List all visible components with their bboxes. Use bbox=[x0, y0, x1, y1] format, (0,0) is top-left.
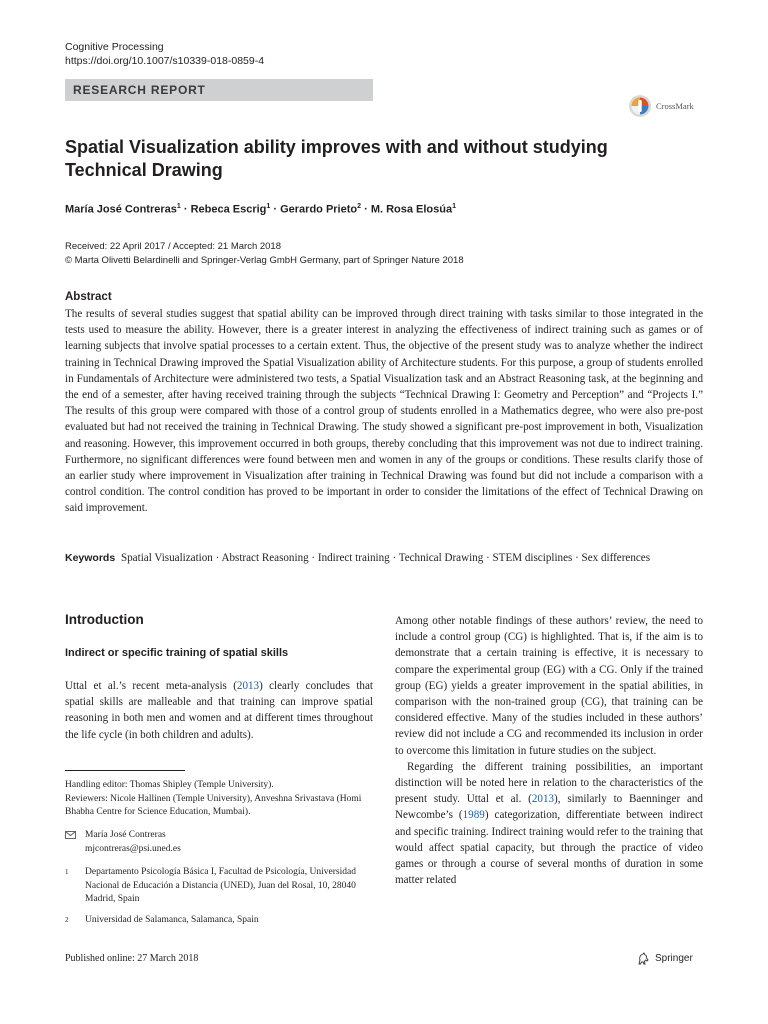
doi-link[interactable]: https://doi.org/10.1007/s10339-018-0859-4 bbox=[65, 55, 265, 67]
author-list bbox=[65, 203, 456, 216]
reviewers: Reviewers: Nicole Hallinen (Temple University), Anveshna Srivastava (Homi Bhabha Centre for Science Education, Mumbai). bbox=[65, 793, 362, 817]
paragraph-text: Uttal et al.’s recent meta-analysis ( bbox=[65, 680, 237, 692]
paragraph-text: ) clearly concludes that spatial skills are malleable and that training can improve spatial reasoning in both men and women and at different times throughout the life cycle (in both children and adults). bbox=[65, 680, 373, 741]
intro-paragraph bbox=[395, 759, 703, 889]
citation-link[interactable]: 2013 bbox=[531, 793, 555, 806]
author-separator: · bbox=[270, 203, 281, 216]
envelope-icon bbox=[65, 831, 76, 839]
author-affiliation-mark: 1 bbox=[266, 203, 271, 210]
article-title: Spatial Visualization ability improves with and without studying Technical Drawing bbox=[65, 137, 608, 180]
citation-link[interactable]: 1989 bbox=[462, 809, 485, 822]
section-heading-introduction: Introduction bbox=[65, 612, 144, 627]
affiliation-text: Departamento Psicología Básica I, Facultad de Psicología, Universidad Nacional de Educación a Distancia (UNED), Juan del Rosal, 10, 28040 Madrid, Spain bbox=[85, 867, 356, 904]
author-affiliation-mark: 2 bbox=[357, 203, 362, 210]
author-name[interactable]: Gerardo Prieto bbox=[280, 203, 358, 216]
right-column bbox=[395, 613, 703, 888]
crossmark-badge[interactable] bbox=[628, 94, 720, 122]
crossmark-icon bbox=[628, 94, 652, 118]
intro-paragraph bbox=[65, 678, 373, 743]
received-accepted-dates: Received: 22 April 2017 / Accepted: 21 March 2018 bbox=[65, 241, 281, 252]
paragraph-text: ) categorization, differentiate between indirect and specific training. Indirect training would refer to the training that would affect spatial capacity, but through the practice of video games or through a course of several months of duration in some matter related bbox=[395, 809, 703, 887]
contact-email[interactable]: mjcontreras@psi.uned.es bbox=[85, 843, 181, 854]
intro-paragraph: Among other notable findings of these authors’ review, the need to include a control group (CG) is highlighted. That is, if the aim is to demonstrate that a certain training is effective, it is necessary to compare the experimental group (EG) with a CG. Only if the trained group (EG) yields a greater improvement in the spatial abilities, in comparison with the non-trained group (CG), that training can be considered effective. Many of the studies included in these authors’ review did not include a CG and recommended its inclusion in order to overcome this limitation in future studies on the subject. bbox=[395, 615, 703, 757]
author-name[interactable]: M. Rosa Elosúa bbox=[370, 203, 453, 216]
citation-link[interactable]: 2013 bbox=[236, 680, 260, 692]
footnote-divider bbox=[65, 770, 185, 771]
crossmark-label: CrossMark bbox=[656, 101, 694, 111]
journal-info bbox=[65, 40, 264, 68]
paragraph-text: ), similarly to Baenninger and Newcombe’s ( bbox=[395, 793, 703, 822]
published-date: Published online: 27 March 2018 bbox=[65, 953, 199, 964]
author-affiliation-mark: 1 bbox=[452, 203, 457, 210]
publisher-name: Springer bbox=[655, 953, 693, 964]
report-type-banner bbox=[65, 79, 373, 101]
journal-name: Cognitive Processing bbox=[65, 41, 164, 53]
subsection-heading: Indirect or specific training of spatial skills bbox=[65, 647, 289, 659]
author-separator: · bbox=[361, 203, 371, 216]
affiliation-text: Universidad de Salamanca, Salamanca, Spain bbox=[85, 915, 259, 925]
handling-editor: Handling editor: Thomas Shipley (Temple University). bbox=[65, 780, 274, 790]
springer-horse-icon bbox=[636, 952, 650, 966]
author-name[interactable]: María José Contreras bbox=[65, 203, 177, 216]
author-affiliation-mark: 1 bbox=[176, 203, 181, 210]
paragraph-text: Regarding the different training possibilities, an important distinction will be noted here in relation to the characteristics of the present study. Uttal et al. ( bbox=[395, 760, 703, 806]
affiliation-number: 2 bbox=[65, 916, 69, 924]
affiliation-number: 1 bbox=[65, 868, 69, 876]
article-history bbox=[65, 240, 464, 268]
publisher-logo bbox=[636, 952, 706, 968]
keywords bbox=[65, 550, 703, 566]
keywords-text: Spatial Visualization · Abstract Reasoning · Indirect training · Technical Drawing · STEM disciplines · Sex differences bbox=[120, 552, 651, 564]
contact-name: María José Contreras bbox=[85, 830, 166, 840]
editor-note bbox=[65, 779, 375, 820]
abstract-heading: Abstract bbox=[65, 291, 112, 303]
copyright-line: © Marta Olivetti Belardinelli and Springer-Verlag GmbH Germany, part of Springer Nature 2018 bbox=[65, 255, 464, 266]
abstract-text: The results of several studies suggest that spatial ability can be improved through direct training with tasks similar to those integrated in the tests used to measure the ability. However, there is a greater interest in analyzing the effectiveness of indirect training such as games or of learning subjects that involve spatial processes to a certain extent. Thus, the objective of the present study was to analyze whether the indirect training in Technical Drawing improved the Spatial Visualization ability of Architecture students. For this purpose, a group of students enrolled in Fundamentals of Architecture were administered two tests, a Spatial Visualization task and an Abstract Reasoning task, at the beginning and the end of a semester, after having received training through the subjects “Technical Drawing I: Geometry and Perception” and “Projects I.” The results of this group were compared with those of a control group of students enrolled in a Mathematics degree, who were also pre-post evaluated but had not received the training in Technical Drawing. The study showed a significant pre-post improvement in both, Visualization and reasoning. However, this improvement occurred in both groups, thereby concluding that this improvement was not due to indirect training. Furthermore, no significant differences were found between men and women in any of the groups or conditions. These results clarify those of an earlier study where improvement in Visualization after training in Technical Drawing was found but did not include a comparison with a control condition. The control condition has proved to be important in order to consider the limitations of the effect of Technical Drawing on said improvement. bbox=[65, 308, 703, 515]
author-name[interactable]: Rebeca Escrig bbox=[190, 203, 267, 216]
author-separator: · bbox=[180, 203, 191, 216]
keywords-label: Keywords bbox=[65, 552, 116, 564]
report-type-label: RESEARCH REPORT bbox=[73, 83, 206, 97]
